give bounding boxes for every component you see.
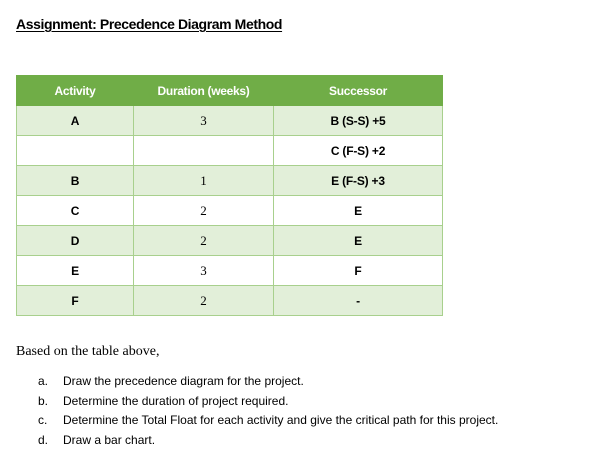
- cell-activity: A: [17, 106, 134, 136]
- cell-activity: [17, 136, 134, 166]
- task-text: Draw a bar chart.: [63, 432, 156, 447]
- cell-duration: 2: [134, 196, 274, 226]
- list-item: [38, 372, 498, 392]
- page-title: Assignment: Precedence Diagram Method: [16, 16, 283, 32]
- task-text: Determine the duration of project required.: [63, 393, 289, 408]
- table-row: [17, 196, 443, 226]
- cell-duration: 1: [134, 166, 274, 196]
- cell-successor: E (F-S) +3: [274, 166, 443, 196]
- cell-activity: B: [17, 166, 134, 196]
- list-marker: c.: [38, 413, 48, 427]
- list-item: [38, 431, 498, 451]
- table-row: [17, 106, 443, 136]
- table-row: [17, 226, 443, 256]
- list-marker: d.: [38, 432, 49, 447]
- header-successor: Successor: [274, 76, 443, 106]
- cell-successor: E: [274, 196, 443, 226]
- cell-successor: F: [274, 256, 443, 286]
- task-list: [38, 372, 498, 450]
- list-marker: b.: [38, 393, 49, 408]
- cell-activity: D: [17, 226, 134, 256]
- table-header-row: [17, 76, 443, 106]
- cell-activity: E: [17, 256, 134, 286]
- cell-successor: C (F-S) +2: [274, 136, 443, 166]
- cell-successor: B (S-S) +5: [274, 106, 443, 136]
- cell-duration: 3: [134, 256, 274, 286]
- cell-activity: F: [17, 286, 134, 316]
- table-row: [17, 166, 443, 196]
- cell-duration: 2: [134, 226, 274, 256]
- cell-duration: 3: [134, 106, 274, 136]
- list-marker: a.: [38, 374, 49, 388]
- header-duration: Duration (weeks): [134, 76, 274, 106]
- table-row: [17, 256, 443, 286]
- list-item: [38, 411, 498, 431]
- header-activity: Activity: [17, 76, 134, 106]
- cell-duration: [134, 136, 274, 166]
- cell-activity: C: [17, 196, 134, 226]
- table-row: [17, 136, 443, 166]
- intro-text: Based on the table above,: [16, 344, 160, 359]
- table-row: [17, 286, 443, 316]
- cell-successor: -: [274, 286, 443, 316]
- task-text: Draw the precedence diagram for the project.: [63, 374, 304, 388]
- cell-duration: 2: [134, 286, 274, 316]
- task-text: Determine the Total Float for each activity and give the critical path for this project.: [63, 413, 499, 427]
- precedence-table: [16, 75, 443, 316]
- list-item: [38, 392, 498, 412]
- cell-successor: E: [274, 226, 443, 256]
